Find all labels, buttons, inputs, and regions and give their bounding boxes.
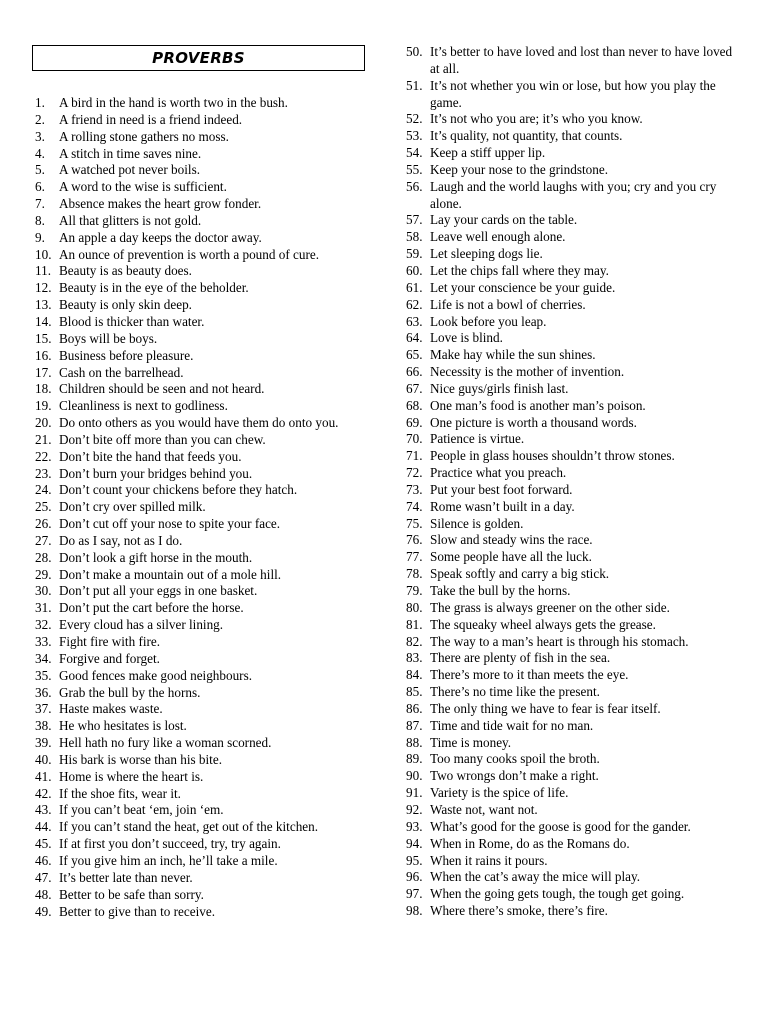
- proverb-item: [406, 280, 736, 297]
- proverb-number: 92.: [406, 801, 423, 817]
- proverb-text: There’s no time like the present.: [430, 684, 600, 700]
- proverb-text: An ounce of prevention is worth a pound of cure.: [59, 246, 320, 262]
- proverb-item: [35, 887, 370, 904]
- proverb-text: Keep a stiff upper lip.: [430, 145, 546, 161]
- proverb-item: [35, 718, 370, 735]
- proverb-number: 74.: [406, 498, 423, 514]
- proverb-number: 53.: [406, 128, 423, 144]
- proverb-number: 90.: [406, 768, 423, 784]
- proverb-number: 30.: [35, 583, 52, 599]
- proverb-text: When it rains it pours.: [430, 852, 548, 868]
- proverb-item: [35, 466, 370, 483]
- proverb-item: [35, 904, 370, 921]
- proverb-number: 62.: [406, 296, 423, 312]
- proverb-text: Some people have all the luck.: [430, 549, 592, 565]
- proverb-text: Business before pleasure.: [59, 347, 194, 363]
- proverb-number: 15.: [35, 330, 52, 346]
- proverb-text: If you can’t beat ‘em, join ‘em.: [59, 802, 224, 818]
- proverb-text: Speak softly and carry a big stick.: [430, 566, 610, 582]
- proverb-text: Home is where the heart is.: [59, 768, 204, 784]
- proverb-text: Let sleeping dogs lie.: [430, 246, 543, 262]
- proverb-text: Grab the bull by the horns.: [59, 684, 201, 700]
- proverbs-list-left: [35, 95, 370, 920]
- proverb-number: 35.: [35, 667, 52, 683]
- proverb-item: [406, 768, 736, 785]
- proverb-item: [406, 246, 736, 263]
- proverb-text: Good fences make good neighbours.: [59, 667, 253, 683]
- proverb-text: Necessity is the mother of invention.: [430, 364, 625, 380]
- proverb-number: 22.: [35, 448, 52, 464]
- proverb-item: [35, 196, 370, 213]
- proverb-text: Laugh and the world laughs with you; cry and you cry alone.: [430, 178, 717, 211]
- proverb-number: 67.: [406, 380, 423, 396]
- proverb-number: 96.: [406, 869, 423, 885]
- proverb-number: 59.: [406, 246, 423, 262]
- proverb-text: He who hesitates is lost.: [59, 718, 187, 734]
- proverb-number: 57.: [406, 212, 423, 228]
- proverb-number: 42.: [35, 785, 52, 801]
- proverb-item: [406, 482, 736, 499]
- proverb-text: It’s not whether you win or lose, but how you play the game.: [430, 77, 716, 110]
- proverb-number: 82.: [406, 633, 423, 649]
- proverb-number: 76.: [406, 532, 423, 548]
- proverb-item: [406, 735, 736, 752]
- proverb-text: Slow and steady wins the race.: [430, 532, 593, 548]
- proverb-text: A friend in need is a friend indeed.: [59, 111, 243, 127]
- proverb-item: [406, 465, 736, 482]
- proverb-text: One man’s food is another man’s poison.: [430, 397, 646, 413]
- proverb-text: When the going gets tough, the tough get going.: [430, 886, 685, 902]
- proverb-text: Beauty is in the eye of the beholder.: [59, 280, 249, 296]
- proverb-number: 19.: [35, 398, 52, 414]
- proverb-text: Don’t look a gift horse in the mouth.: [59, 549, 253, 565]
- proverb-number: 93.: [406, 818, 423, 834]
- proverb-item: [35, 752, 370, 769]
- proverb-item: [35, 550, 370, 567]
- proverb-text: Every cloud has a silver lining.: [59, 617, 224, 633]
- proverb-item: [35, 651, 370, 668]
- proverb-number: 95.: [406, 852, 423, 868]
- proverb-text: If at first you don’t succeed, try, try again.: [59, 836, 281, 852]
- proverb-item: [35, 179, 370, 196]
- proverb-text: Don’t bite the hand that feeds you.: [59, 448, 242, 464]
- proverb-text: Leave well enough alone.: [430, 229, 566, 245]
- proverb-number: 18.: [35, 381, 52, 397]
- proverb-text: People in glass houses shouldn’t throw stones.: [430, 448, 675, 464]
- proverb-item: [406, 853, 736, 870]
- proverb-text: A watched pot never boils.: [59, 162, 200, 178]
- proverb-item: [406, 785, 736, 802]
- proverb-item: [406, 684, 736, 701]
- proverb-number: 43.: [35, 802, 52, 818]
- proverb-item: [35, 348, 370, 365]
- proverb-text: Look before you leap.: [430, 313, 547, 329]
- proverb-number: 25.: [35, 499, 52, 515]
- proverb-item: [406, 111, 736, 128]
- proverb-text: A rolling stone gathers no moss.: [59, 128, 229, 144]
- proverb-item: [406, 212, 736, 229]
- proverb-number: 68.: [406, 397, 423, 413]
- proverb-item: [406, 145, 736, 162]
- proverb-item: [406, 869, 736, 886]
- proverb-number: 17.: [35, 364, 52, 380]
- proverbs-list-right: [406, 44, 736, 920]
- proverb-number: 11.: [35, 263, 51, 279]
- proverb-number: 55.: [406, 161, 423, 177]
- proverb-number: 6.: [35, 179, 45, 195]
- proverb-text: The way to a man’s heart is through his stomach.: [430, 633, 689, 649]
- proverb-text: A bird in the hand is worth two in the bush.: [59, 95, 288, 110]
- proverb-text: It’s not who you are; it’s who you know.: [430, 111, 643, 127]
- proverb-text: If you can’t stand the heat, get out of the kitchen.: [59, 819, 319, 835]
- proverb-number: 32.: [35, 617, 52, 633]
- proverb-number: 31.: [35, 600, 52, 616]
- proverb-item: [35, 583, 370, 600]
- proverb-number: 34.: [35, 650, 52, 666]
- page-title: PROVERBS: [152, 49, 245, 67]
- proverb-item: [35, 634, 370, 651]
- proverb-text: It’s better to have loved and lost than never to have loved at all.: [430, 44, 733, 76]
- proverb-text: Blood is thicker than water.: [59, 313, 205, 329]
- proverb-item: [35, 533, 370, 550]
- proverb-number: 77.: [406, 549, 423, 565]
- proverb-text: Fight fire with fire.: [59, 634, 161, 649]
- proverb-number: 29.: [35, 566, 52, 582]
- proverb-text: Boys will be boys.: [59, 330, 158, 346]
- proverb-text: Forgive and forget.: [59, 650, 160, 666]
- proverb-text: Silence is golden.: [430, 515, 524, 531]
- proverb-item: [406, 314, 736, 331]
- proverb-text: Practice what you preach.: [430, 465, 567, 481]
- proverb-number: 97.: [406, 886, 423, 902]
- proverb-number: 20.: [35, 415, 52, 431]
- proverb-number: 44.: [35, 819, 52, 835]
- proverb-item: [35, 735, 370, 752]
- proverb-text: Don’t count your chickens before they hatch.: [59, 482, 298, 498]
- proverb-item: [35, 685, 370, 702]
- proverb-item: [35, 230, 370, 247]
- proverb-number: 39.: [35, 735, 52, 751]
- proverb-number: 63.: [406, 313, 423, 329]
- proverb-number: 41.: [35, 768, 52, 784]
- proverb-text: Time and tide wait for no man.: [430, 717, 594, 733]
- proverb-text: Take the bull by the horns.: [430, 583, 571, 598]
- proverb-text: Absence makes the heart grow fonder.: [59, 196, 262, 212]
- proverb-text: It’s better late than never.: [59, 869, 193, 885]
- proverb-number: 12.: [35, 280, 52, 296]
- proverb-text: Rome wasn’t built in a day.: [430, 498, 575, 514]
- proverb-item: [35, 415, 370, 432]
- proverb-number: 2.: [35, 111, 45, 127]
- proverb-item: [35, 297, 370, 314]
- proverb-item: [406, 549, 736, 566]
- proverb-number: 47.: [35, 869, 52, 885]
- proverb-number: 61.: [406, 279, 423, 295]
- proverb-item: [35, 786, 370, 803]
- proverb-text: If the shoe fits, wear it.: [59, 785, 181, 801]
- proverb-text: Love is blind.: [430, 330, 503, 346]
- proverb-item: [406, 179, 736, 213]
- proverb-item: [35, 146, 370, 163]
- proverb-item: [35, 95, 370, 112]
- proverb-item: [406, 650, 736, 667]
- proverb-item: [406, 819, 736, 836]
- proverb-number: 81.: [406, 616, 423, 632]
- proverb-number: 1.: [35, 95, 45, 110]
- proverb-text: There’s more to it than meets the eye.: [430, 667, 629, 683]
- proverb-item: [35, 499, 370, 516]
- proverb-number: 72.: [406, 465, 423, 481]
- proverb-number: 70.: [406, 431, 423, 447]
- proverb-text: Don’t bite off more than you can chew.: [59, 431, 266, 447]
- proverb-number: 46.: [35, 852, 52, 868]
- proverb-number: 85.: [406, 684, 423, 700]
- proverb-text: Nice guys/girls finish last.: [430, 380, 569, 396]
- proverb-item: [35, 129, 370, 146]
- proverb-number: 80.: [406, 599, 423, 615]
- proverb-number: 14.: [35, 313, 52, 329]
- proverb-text: An apple a day keeps the doctor away.: [59, 229, 262, 245]
- proverb-text: Let the chips fall where they may.: [430, 262, 609, 278]
- proverb-text: Too many cooks spoil the broth.: [430, 751, 600, 767]
- proverb-item: [406, 263, 736, 280]
- proverb-number: 91.: [406, 785, 423, 801]
- proverb-item: [406, 44, 736, 78]
- proverb-text: When the cat’s away the mice will play.: [430, 869, 641, 885]
- proverb-item: [406, 297, 736, 314]
- proverb-item: [406, 381, 736, 398]
- proverb-number: 58.: [406, 229, 423, 245]
- proverb-item: [35, 213, 370, 230]
- proverb-item: [406, 566, 736, 583]
- proverb-item: [35, 870, 370, 887]
- proverb-number: 98.: [406, 903, 423, 919]
- proverb-item: [35, 802, 370, 819]
- proverb-item: [35, 263, 370, 280]
- proverb-number: 24.: [35, 482, 52, 498]
- proverb-item: [35, 449, 370, 466]
- proverb-item: [406, 347, 736, 364]
- proverb-item: [35, 432, 370, 449]
- proverb-text: Don’t burn your bridges behind you.: [59, 465, 253, 481]
- proverb-item: [406, 532, 736, 549]
- proverb-number: 83.: [406, 650, 423, 666]
- proverb-text: Haste makes waste.: [59, 701, 163, 717]
- proverb-text: Make hay while the sun shines.: [430, 347, 596, 363]
- proverb-text: Patience is virtue.: [430, 431, 525, 447]
- proverb-text: The only thing we have to fear is fear itself.: [430, 700, 661, 716]
- proverb-text: If you give him an inch, he’ll take a mile.: [59, 852, 278, 868]
- proverb-text: Beauty is only skin deep.: [59, 297, 192, 313]
- proverb-number: 49.: [35, 903, 52, 919]
- proverb-item: [406, 583, 736, 600]
- proverb-text: Lay your cards on the table.: [430, 212, 578, 228]
- proverb-number: 45.: [35, 836, 52, 852]
- proverb-number: 71.: [406, 448, 423, 464]
- proverb-number: 5.: [35, 162, 45, 178]
- proverb-item: [406, 229, 736, 246]
- proverb-number: 86.: [406, 700, 423, 716]
- proverb-item: [35, 853, 370, 870]
- proverb-number: 4.: [35, 145, 45, 161]
- proverb-text: Hell hath no fury like a woman scorned.: [59, 735, 272, 751]
- proverb-text: The squeaky wheel always gets the grease.: [430, 616, 656, 632]
- proverb-number: 36.: [35, 684, 52, 700]
- proverb-item: [406, 364, 736, 381]
- proverb-item: [406, 516, 736, 533]
- proverb-text: Put your best foot forward.: [430, 481, 573, 497]
- proverb-text: Two wrongs don’t make a right.: [430, 768, 599, 784]
- proverb-text: There are plenty of fish in the sea.: [430, 650, 611, 666]
- proverb-text: What’s good for the goose is good for the gander.: [430, 818, 691, 834]
- proverb-text: Don’t cry over spilled milk.: [59, 499, 206, 515]
- proverb-item: [406, 78, 736, 112]
- proverb-number: 7.: [35, 196, 45, 212]
- proverb-number: 64.: [406, 330, 423, 346]
- proverb-number: 26.: [35, 516, 52, 532]
- proverb-text: Better to give than to receive.: [59, 903, 215, 919]
- proverb-number: 10.: [35, 246, 52, 262]
- proverb-number: 54.: [406, 145, 423, 161]
- proverb-item: [406, 617, 736, 634]
- proverb-text: Don’t put all your eggs in one basket.: [59, 583, 258, 599]
- proverb-text: It’s quality, not quantity, that counts.: [430, 128, 623, 144]
- proverb-item: [35, 567, 370, 584]
- proverb-item: [35, 280, 370, 297]
- proverb-number: 33.: [35, 634, 52, 649]
- proverb-text: Better to be safe than sorry.: [59, 886, 204, 902]
- proverb-text: A word to the wise is sufficient.: [59, 179, 227, 195]
- proverb-item: [406, 718, 736, 735]
- proverb-item: [35, 314, 370, 331]
- title-box: [32, 45, 365, 71]
- proverb-item: [406, 499, 736, 516]
- proverb-number: 87.: [406, 717, 423, 733]
- proverb-number: 78.: [406, 566, 423, 582]
- proverb-number: 52.: [406, 111, 423, 127]
- proverb-item: [35, 162, 370, 179]
- proverb-text: All that glitters is not gold.: [59, 212, 202, 228]
- proverb-item: [406, 634, 736, 651]
- proverb-item: [35, 516, 370, 533]
- proverb-text: When in Rome, do as the Romans do.: [430, 835, 630, 851]
- proverb-text: Don’t put the cart before the horse.: [59, 600, 244, 616]
- proverb-text: Keep your nose to the grindstone.: [430, 161, 608, 177]
- proverb-number: 13.: [35, 297, 52, 313]
- proverb-item: [35, 112, 370, 129]
- proverb-text: Life is not a bowl of cherries.: [430, 296, 586, 312]
- proverb-number: 28.: [35, 549, 52, 565]
- proverb-item: [35, 482, 370, 499]
- proverb-item: [35, 381, 370, 398]
- proverb-text: Time is money.: [430, 734, 512, 750]
- proverb-item: [406, 600, 736, 617]
- proverb-item: [35, 701, 370, 718]
- proverb-text: Cleanliness is next to godliness.: [59, 398, 228, 414]
- proverb-item: [35, 398, 370, 415]
- proverb-item: [406, 162, 736, 179]
- proverb-item: [406, 886, 736, 903]
- proverb-item: [406, 751, 736, 768]
- proverb-text: Variety is the spice of life.: [430, 785, 569, 801]
- proverb-item: [406, 415, 736, 432]
- proverb-text: Do onto others as you would have them do onto you.: [59, 415, 339, 431]
- proverb-number: 50.: [406, 44, 423, 59]
- proverb-number: 16.: [35, 347, 52, 363]
- proverb-text: The grass is always greener on the other side.: [430, 599, 670, 615]
- proverb-number: 3.: [35, 128, 45, 144]
- proverb-item: [35, 617, 370, 634]
- proverb-number: 38.: [35, 718, 52, 734]
- proverb-text: Don’t make a mountain out of a mole hill.: [59, 566, 282, 582]
- proverb-item: [406, 431, 736, 448]
- proverb-number: 84.: [406, 667, 423, 683]
- proverb-number: 94.: [406, 835, 423, 851]
- proverb-text: Waste not, want not.: [430, 801, 538, 817]
- proverb-text: Children should be seen and not heard.: [59, 381, 265, 397]
- proverb-text: Beauty is as beauty does.: [59, 263, 192, 279]
- proverb-number: 37.: [35, 701, 52, 717]
- proverb-number: 21.: [35, 431, 52, 447]
- proverb-item: [35, 769, 370, 786]
- proverb-item: [406, 667, 736, 684]
- proverb-item: [35, 819, 370, 836]
- proverb-item: [406, 903, 736, 920]
- proverb-number: 48.: [35, 886, 52, 902]
- proverb-number: 66.: [406, 364, 423, 380]
- proverb-item: [35, 247, 370, 264]
- proverb-text: Don’t cut off your nose to spite your face.: [59, 516, 281, 532]
- proverb-number: 88.: [406, 734, 423, 750]
- proverb-item: [406, 128, 736, 145]
- proverb-number: 89.: [406, 751, 423, 767]
- proverb-number: 79.: [406, 583, 423, 598]
- proverb-text: Do as I say, not as I do.: [59, 532, 183, 548]
- proverb-number: 73.: [406, 481, 423, 497]
- proverb-item: [35, 600, 370, 617]
- proverb-item: [406, 448, 736, 465]
- proverb-text: Let your conscience be your guide.: [430, 279, 616, 295]
- proverb-number: 75.: [406, 515, 423, 531]
- proverb-item: [35, 836, 370, 853]
- proverb-item: [35, 331, 370, 348]
- proverb-item: [406, 701, 736, 718]
- proverb-item: [406, 398, 736, 415]
- proverb-item: [35, 668, 370, 685]
- proverb-number: 69.: [406, 414, 423, 430]
- proverb-number: 23.: [35, 465, 52, 481]
- proverb-number: 40.: [35, 751, 52, 767]
- proverb-item: [406, 802, 736, 819]
- proverb-text: Cash on the barrelhead.: [59, 364, 184, 380]
- proverb-text: Where there’s smoke, there’s fire.: [430, 903, 608, 919]
- proverb-text: One picture is worth a thousand words.: [430, 414, 637, 430]
- proverb-item: [406, 330, 736, 347]
- proverb-number: 9.: [35, 229, 45, 245]
- proverb-number: 27.: [35, 532, 52, 548]
- proverb-item: [35, 365, 370, 382]
- proverb-number: 65.: [406, 347, 423, 363]
- proverb-number: 60.: [406, 262, 423, 278]
- proverb-item: [406, 836, 736, 853]
- proverb-text: His bark is worse than his bite.: [59, 751, 222, 767]
- proverb-number: 8.: [35, 212, 45, 228]
- proverb-number: 56.: [406, 178, 423, 194]
- proverb-number: 51.: [406, 77, 423, 93]
- proverb-text: A stitch in time saves nine.: [59, 145, 202, 161]
